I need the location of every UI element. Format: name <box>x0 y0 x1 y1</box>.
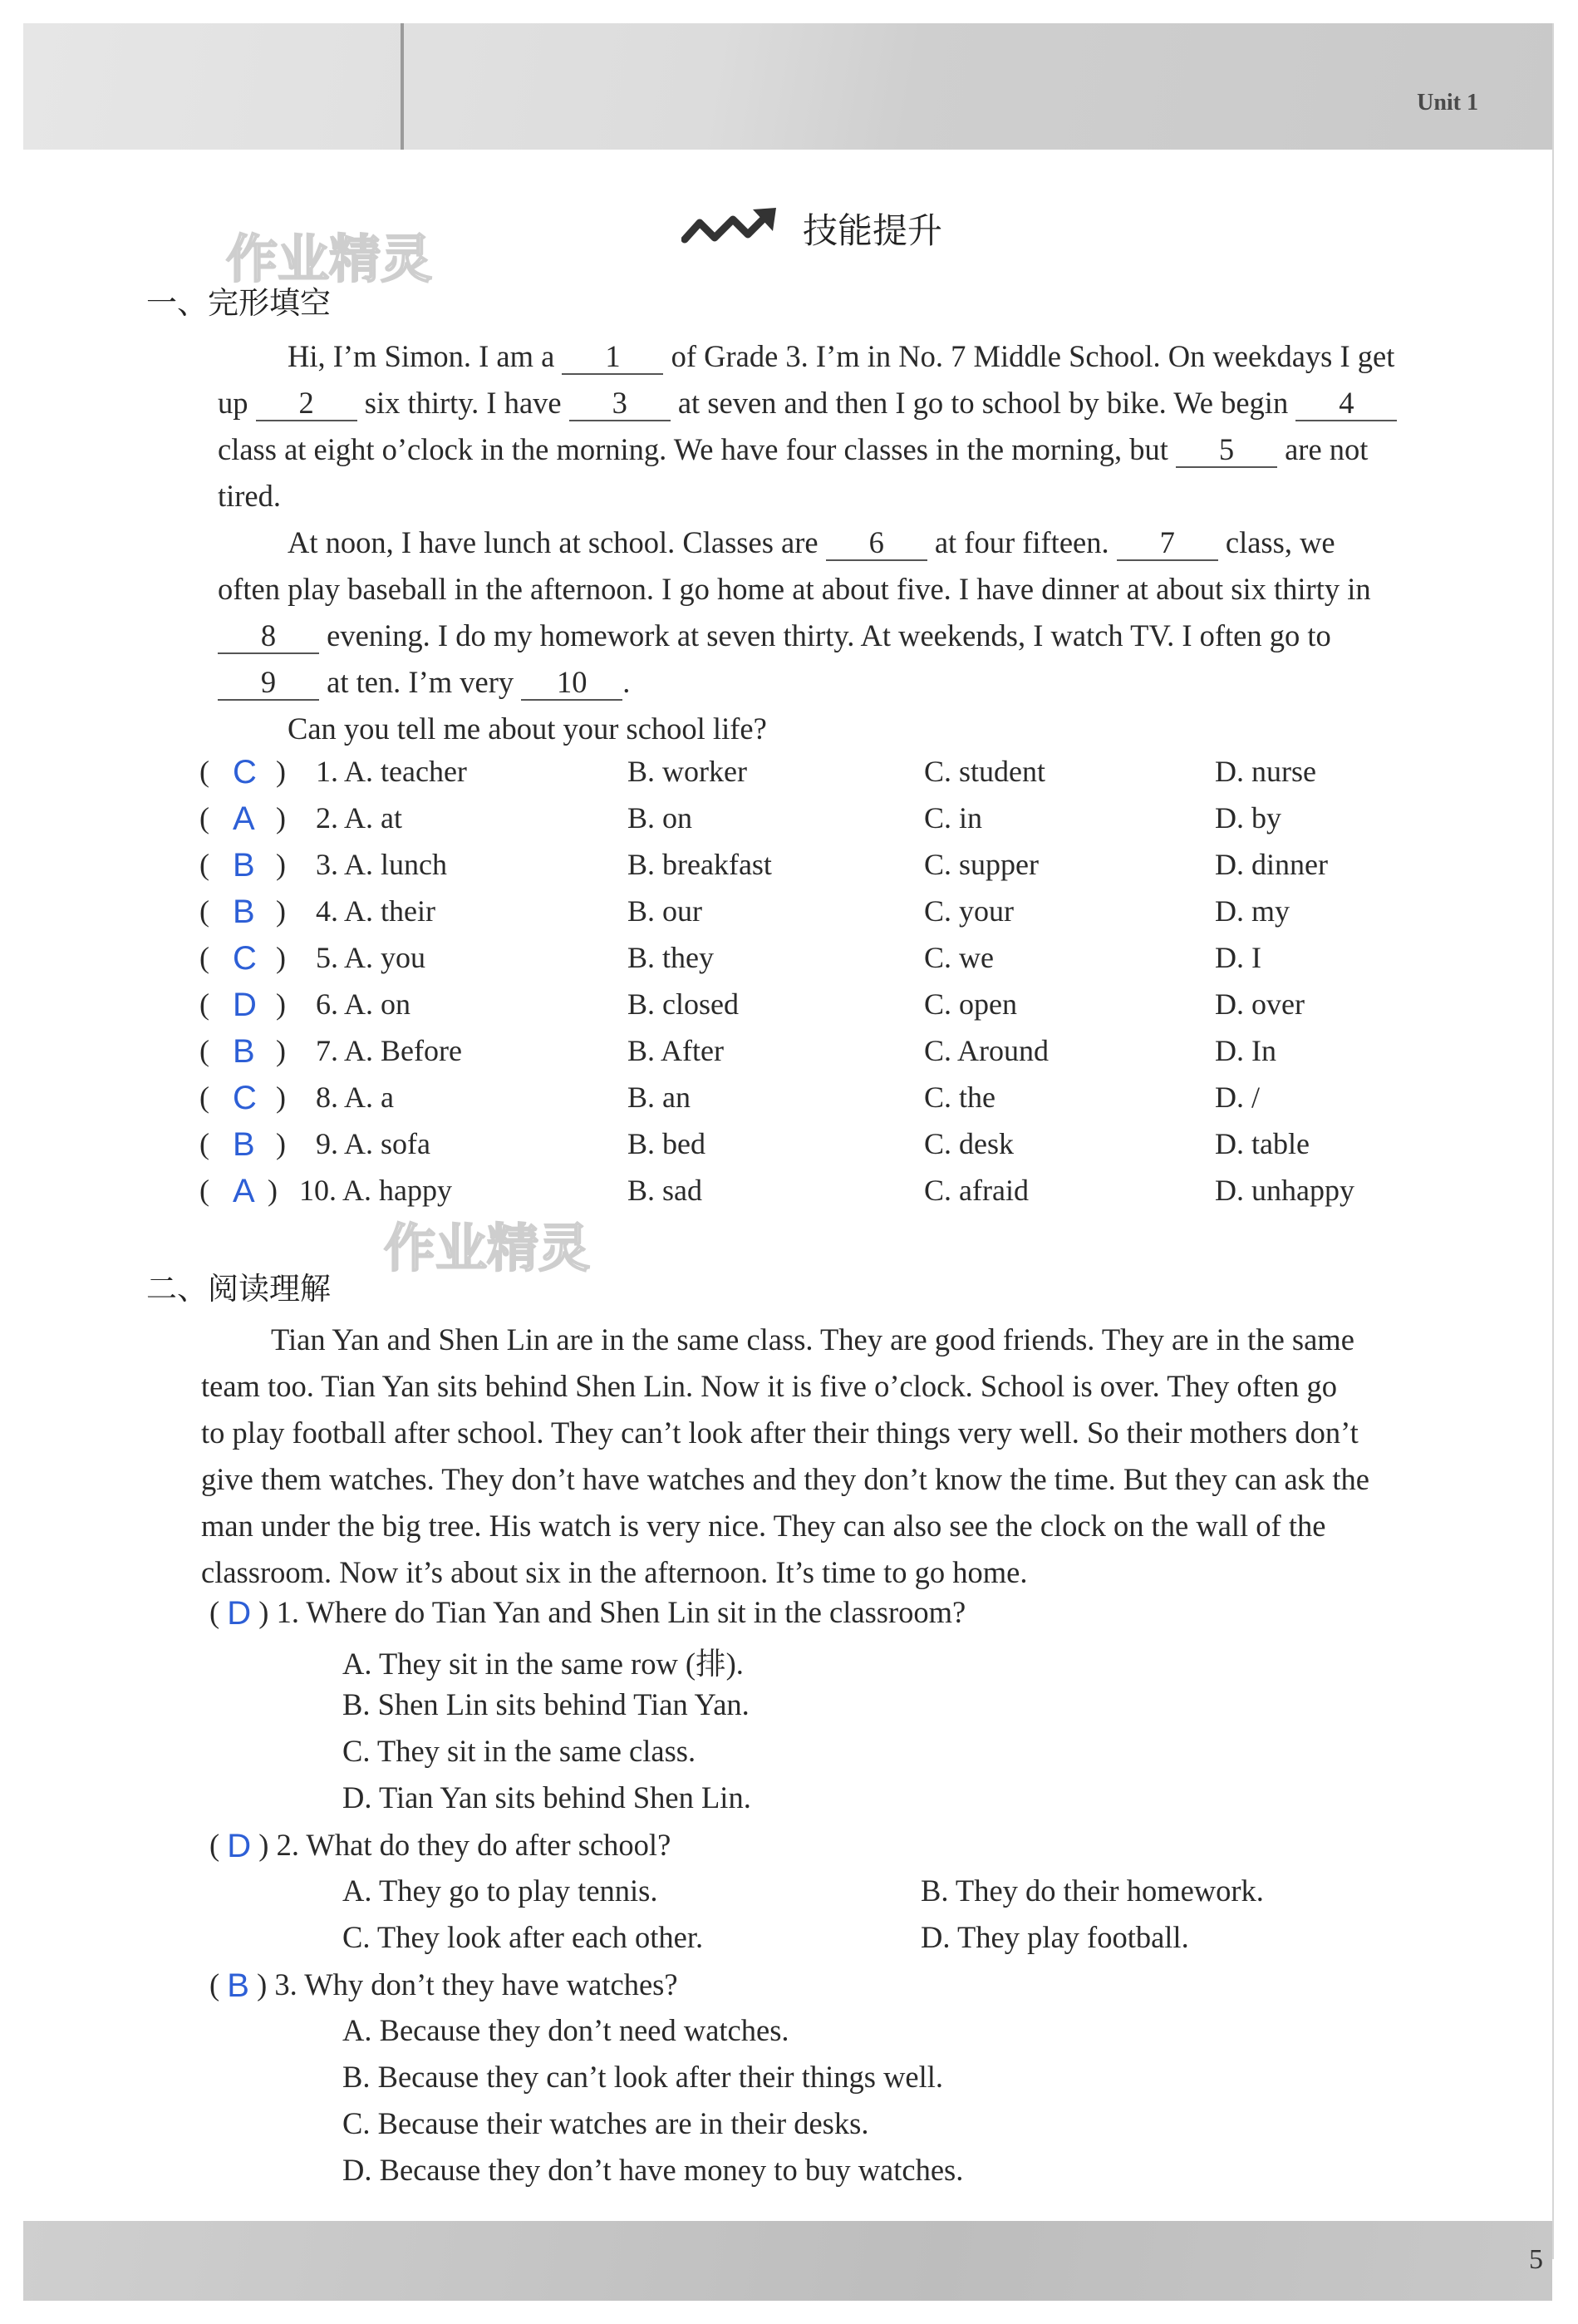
passage-line: Hi, I’m Simon. I am a 1 of Grade 3. I’m in No. 7 Middle School. On weekdays I get <box>288 339 1395 373</box>
blank-5: 5 <box>1176 433 1277 468</box>
blank-4: 4 <box>1295 387 1397 421</box>
header-band <box>23 23 1552 150</box>
blank-7: 7 <box>1117 526 1218 561</box>
unit-label: Unit 1 <box>1417 90 1478 116</box>
watermark-middle: 作业精灵 <box>384 1218 591 1278</box>
cloze-question-8: ( C ) 8. A. a B. an C. the D. / <box>199 1080 1260 1116</box>
cloze-question-4: ( B ) 4. A. their B. our C. your D. my <box>199 894 1290 930</box>
choice-b: B. They do their homework. <box>921 1873 1264 1908</box>
reading-question-1: ( D ) 1. Where do Tian Yan and Shen Lin sit in the classroom? <box>209 1595 966 1632</box>
cloze-question-2: ( A ) 2. A. at B. on C. in D. by <box>199 800 1281 837</box>
passage-line: man under the big tree. His watch is very nice. They can also see the clock on the wall of the <box>201 1509 1326 1543</box>
answer-mark: A <box>233 800 255 837</box>
choice-c: C. Because their watches are in their desks. <box>342 2106 869 2140</box>
passage-line: classroom. Now it’s about six in the afternoon. It’s time to go home. <box>201 1555 1028 1589</box>
passage-line: tired. <box>218 479 282 513</box>
choice-b: B. Shen Lin sits behind Tian Yan. <box>342 1687 750 1721</box>
passage-line: 9 at ten. I’m very 10 . <box>218 659 630 706</box>
choice-b: B. Because they can’t look after their things well. <box>342 2060 944 2094</box>
cloze-question-1: ( C ) 1. A. teacher B. worker C. student D. nurse <box>199 754 1316 790</box>
answer-mark: C <box>233 754 257 790</box>
choice-d: D. Because they don’t have money to buy watches. <box>342 2153 964 2187</box>
answer-mark: B <box>233 1126 255 1163</box>
choice-c: C. They look after each other. <box>342 1920 704 1954</box>
cloze-question-10: ( A ) 10. A. happy B. sad C. afraid D. unhappy <box>199 1173 1354 1209</box>
answer-mark: D <box>227 1828 252 1864</box>
cloze-question-9: ( B ) 9. A. sofa B. bed C. desk D. table <box>199 1126 1310 1163</box>
blank-2: 2 <box>256 387 357 421</box>
passage-line: team too. Tian Yan sits behind Shen Lin. Now it is five o’clock. School is over. They often go <box>201 1369 1337 1403</box>
blank-6: 6 <box>826 526 927 561</box>
blank-9: 9 <box>218 666 319 701</box>
answer-mark: A <box>233 1173 255 1209</box>
choice-c: C. They sit in the same class. <box>342 1734 696 1768</box>
passage-line: often play baseball in the afternoon. I go home at about five. I have dinner at about six thirty in <box>218 572 1371 606</box>
answer-mark: C <box>233 1080 257 1116</box>
passage-line: Tian Yan and Shen Lin are in the same class. They are good friends. They are in the same <box>271 1322 1354 1356</box>
reading-question-2: ( D ) 2. What do they do after school? <box>209 1828 671 1864</box>
blank-3: 3 <box>569 387 671 421</box>
passage-line: up 2 six thirty. I have 3 at seven and then I go to school by bike. We begin 4 <box>218 380 1397 426</box>
passage-line: 8 evening. I do my homework at seven thirty. At weekends, I watch TV. I often go to <box>218 613 1331 659</box>
section-title: 技能提升 <box>803 210 943 251</box>
choice-a: A. They go to play tennis. <box>342 1873 658 1908</box>
footer-band <box>23 2221 1552 2301</box>
answer-mark: D <box>233 987 257 1023</box>
part2-title: 二、阅读理解 <box>146 1271 331 1307</box>
passage-line: class at eight o’clock in the morning. We have four classes in the morning, but 5 are not <box>218 432 1369 466</box>
cloze-question-5: ( C ) 5. A. you B. they C. we D. I <box>199 940 1261 977</box>
blank-8: 8 <box>218 619 319 654</box>
header-divider <box>401 23 404 150</box>
choice-a: A. They sit in the same row (排). <box>342 1647 744 1681</box>
part1-title: 一、完形填空 <box>146 285 331 321</box>
page-number: 5 <box>1529 2244 1543 2275</box>
passage-line: At noon, I have lunch at school. Classes are 6 at four fifteen. 7 class, we <box>288 525 1335 559</box>
section-header <box>681 199 942 258</box>
watermark-top: 作业精灵 <box>226 229 433 289</box>
answer-mark: B <box>233 1033 255 1070</box>
answer-mark: C <box>233 940 257 977</box>
passage-line: to play football after school. They can’t look after their things very well. So their mothers don’t <box>201 1416 1359 1450</box>
cloze-question-7: ( B ) 7. A. Before B. After C. Around D. In <box>199 1033 1276 1070</box>
blank-1: 1 <box>562 340 663 375</box>
trend-up-arrow-icon <box>681 206 779 251</box>
choice-d: D. They play football. <box>921 1920 1189 1954</box>
cloze-question-6: ( D ) 6. A. on B. closed C. open D. over <box>199 987 1305 1023</box>
passage-line: give them watches. They don’t have watches and they don’t know the time. But they can ask the <box>201 1462 1369 1496</box>
answer-mark: B <box>233 894 255 930</box>
answer-mark: B <box>233 847 255 884</box>
reading-question-3: ( B ) 3. Why don’t they have watches? <box>209 1967 678 2004</box>
choice-d: D. Tian Yan sits behind Shen Lin. <box>342 1780 751 1814</box>
cloze-question-3: ( B ) 3. A. lunch B. breakfast C. supper D. dinner <box>199 847 1328 884</box>
choice-a: A. Because they don’t need watches. <box>342 2013 789 2047</box>
answer-mark: B <box>227 1967 249 2004</box>
blank-10: 10 <box>521 666 622 701</box>
page-edge <box>1552 23 1554 2259</box>
answer-mark: D <box>227 1595 252 1632</box>
passage-line: Can you tell me about your school life? <box>288 711 767 746</box>
